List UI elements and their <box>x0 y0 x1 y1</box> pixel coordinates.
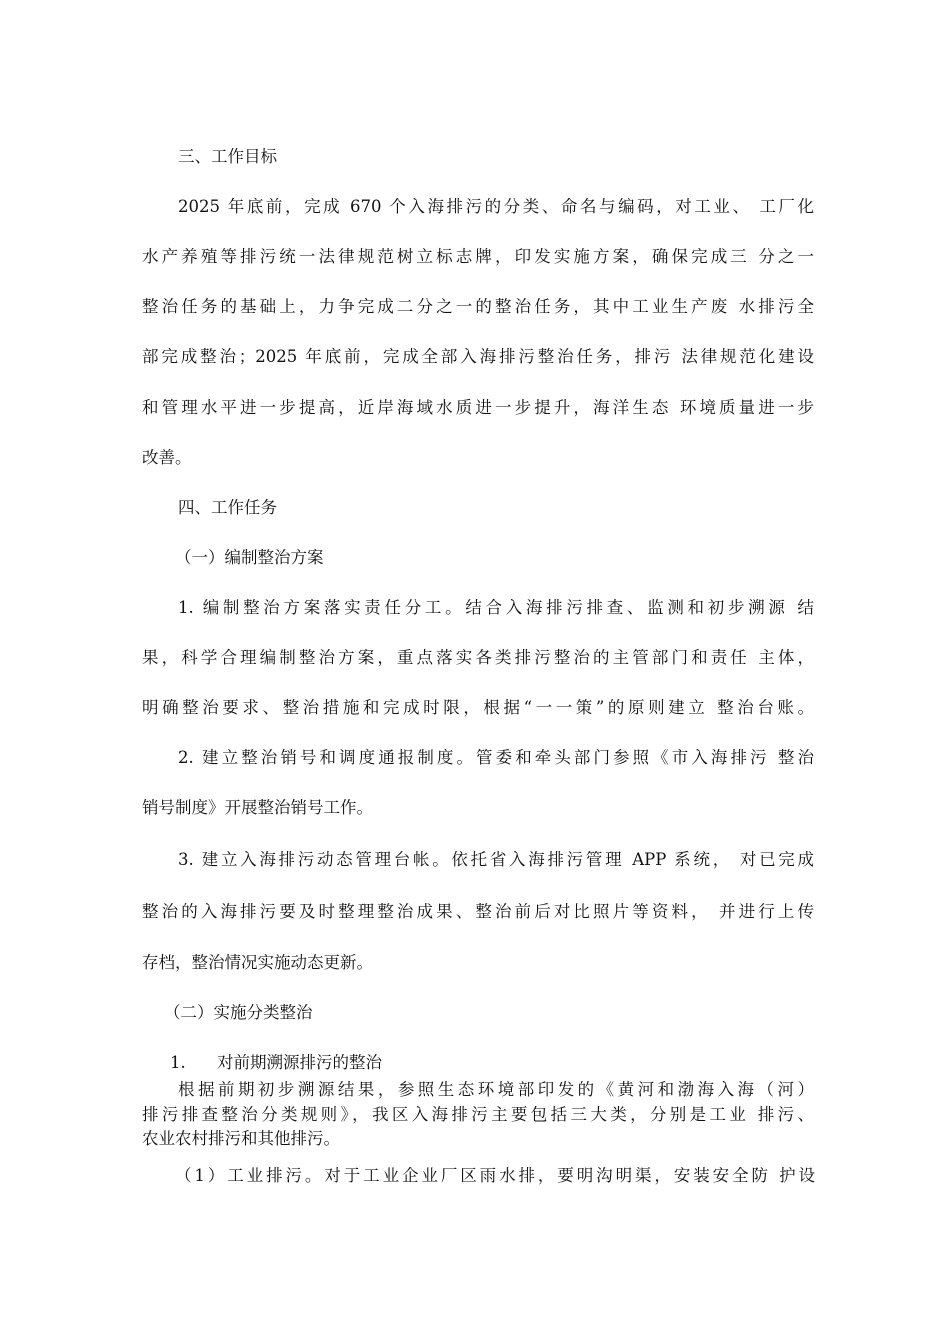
goal-line-4: 部完成整治；2025 年底前，完成全部入海排污整治任务，排污 法律规范化建设 <box>142 347 814 366</box>
item3-line-1: 3. 建立入海排污动态管理台帐。依托省入海排污管理 APP 系统， 对已完成 <box>178 850 814 869</box>
goal-line-2: 水产养殖等排污统一法律规范树立标志牌，印发实施方案，确保完成三 分之一 <box>142 247 814 266</box>
para-c-line-1: （1）工业排污。对于工业企业厂区雨水排，要明沟明渠，安装安全防 护设 <box>175 1166 815 1185</box>
item1-line-3: 明确整治要求、整治措施和完成时限，根据“一一策”的原则建立 整治台账。 <box>142 698 814 717</box>
section-heading-3: 三、工作目标 <box>178 147 277 166</box>
section-heading-4: 四、工作任务 <box>178 498 277 517</box>
goal-line-5: 和管理水平进一步提高，近岸海域水质进一步提升，海洋生态 环境质量进一步 <box>142 398 814 417</box>
goal-line-1: 2025 年底前，完成 670 个入海排污的分类、命名与编码，对工业、 工厂化 <box>178 197 814 216</box>
item1-line-1: 1. 编制整治方案落实责任分工。结合入海排污排查、监测和初步溯源 结 <box>178 598 814 617</box>
subsection-heading-1: （一）编制整治方案 <box>175 548 324 567</box>
item3-line-2: 整治的入海排污要及时整理整治成果、整治前后对比照片等资料， 并进行上传 <box>142 902 814 921</box>
item2-line-1: 2. 建立整治销号和调度通报制度。管委和牵头部门参照《市入海排污 整治 <box>178 748 814 767</box>
item1-line-2: 果，科学合理编制整治方案，重点落实各类排污整治的主管部门和责任 主体， <box>142 648 814 667</box>
goal-line-3: 整治任务的基础上，力争完成二分之一的整治任务，其中工业生产废 水排污全 <box>142 297 814 316</box>
subsection-heading-2: （二）实施分类整治 <box>164 1003 313 1022</box>
item3-line-3: 存档，整治情况实施动态更新。 <box>142 953 373 972</box>
para-b-line-2: 排污排查整治分类规则》，我区入海排污主要包括三大类，分别是工业 排污、 <box>142 1105 814 1124</box>
para-b-line-1: 根据前期初步溯源结果，参照生态环境部印发的《黄河和渤海入海（河） <box>178 1080 814 1099</box>
list-number-1: 1. <box>170 1053 186 1072</box>
list-item-text-1: 对前期溯源排污的整治 <box>217 1053 382 1072</box>
item2-line-2: 销号制度》开展整治销号工作。 <box>142 798 373 817</box>
goal-line-6: 改善。 <box>142 448 192 467</box>
para-b-line-3: 农业农村排污和其他排污。 <box>142 1129 340 1148</box>
